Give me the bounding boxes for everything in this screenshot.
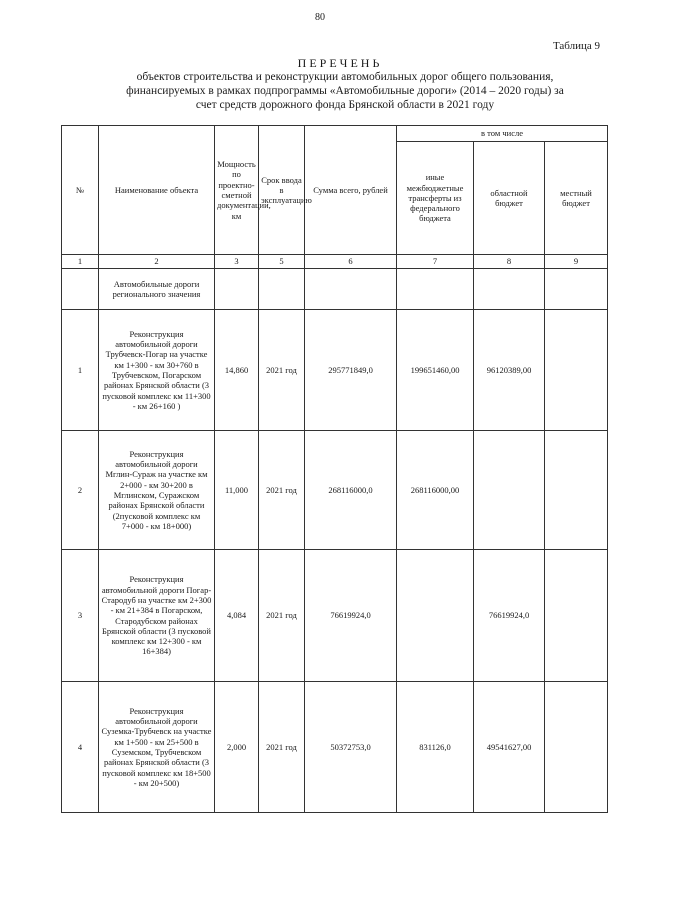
header-local: местный бюджет [545, 142, 608, 255]
column-number: 9 [545, 255, 608, 269]
column-number: 6 [305, 255, 397, 269]
row-federal: 199651460,00 [397, 310, 474, 431]
section-row [62, 269, 608, 310]
column-number: 8 [474, 255, 545, 269]
row-federal: 268116000,00 [397, 431, 474, 550]
row-local [545, 431, 608, 550]
section-title: Автомобильные дороги регионального значения [99, 269, 215, 310]
row-name: Реконструкция автомобильной дороги Погар-Стародуб на участке км 2+300 - км 21+384 в Погарском, Стародубском районах Брянской области (3 пусковой комплекс км 12+300 - км 16+384) [99, 550, 215, 682]
subtitle-line: объектов строительства и реконструкции автомобильных дорог общего пользования, [136, 71, 554, 83]
row-term: 2021 год [259, 550, 305, 682]
subtitle-line: финансируемых в рамках подпрограммы «Автомобильные дороги» (2014 – 2020 годы) за [126, 85, 564, 97]
row-power: 14,860 [215, 310, 259, 431]
row-total: 76619924,0 [305, 550, 397, 682]
section-num-cell [62, 269, 99, 310]
column-number: 1 [62, 255, 99, 269]
column-number: 3 [215, 255, 259, 269]
subtitle-line: счет средств дорожного фонда Брянской области в 2021 году [195, 99, 495, 111]
column-numbers-row [62, 255, 608, 269]
empty-cell [259, 269, 305, 310]
row-local [545, 550, 608, 682]
row-term: 2021 год [259, 682, 305, 813]
row-name: Реконструкция автомобильной дороги Суземка-Трубчевск на участке км 1+500 - км 25+500 в Суземском, Трубчевском районах Брянской области (3 пусковой комплекс км 18+500 - км 20+500) [99, 682, 215, 813]
header-power: Мощность по проектно-сметной документации, км [215, 126, 259, 255]
table-label: Таблица 9 [552, 40, 600, 52]
row-total: 295771849,0 [305, 310, 397, 431]
empty-cell [215, 269, 259, 310]
header-term: Срок ввода в эксплуатацию [259, 126, 305, 255]
empty-cell [305, 269, 397, 310]
table-row [62, 682, 608, 813]
empty-cell [397, 269, 474, 310]
table-row [62, 431, 608, 550]
row-term: 2021 год [259, 431, 305, 550]
row-regional: 49541627,00 [474, 682, 545, 813]
header-including: в том числе [397, 126, 608, 142]
table-row [62, 550, 608, 682]
column-number: 7 [397, 255, 474, 269]
row-federal [397, 550, 474, 682]
row-name: Реконструкция автомобильной дороги Мглин-Сураж на участке км 2+000 - км 30+200 в Мглинском, Суражском районах Брянской области (2пусковой комплекс км 7+000 - км 18+000) [99, 431, 215, 550]
row-local [545, 310, 608, 431]
page-number: 80 [315, 12, 325, 23]
row-regional [474, 431, 545, 550]
column-number: 2 [99, 255, 215, 269]
row-num: 2 [62, 431, 99, 550]
header-name: Наименование объекта [99, 126, 215, 255]
row-power: 11,000 [215, 431, 259, 550]
row-regional: 76619924,0 [474, 550, 545, 682]
document-title: ПЕРЕЧЕНЬ [297, 56, 383, 70]
header-regional: областной бюджет [474, 142, 545, 255]
row-num: 3 [62, 550, 99, 682]
header-total: Сумма всего, рублей [305, 126, 397, 255]
row-power: 2,000 [215, 682, 259, 813]
table-row [62, 310, 608, 431]
row-term: 2021 год [259, 310, 305, 431]
column-number: 5 [259, 255, 305, 269]
header-federal: иные межбюджетные трансферты из федерального бюджета [397, 142, 474, 255]
row-regional: 96120389,00 [474, 310, 545, 431]
document-subtitle [95, 70, 595, 112]
row-power: 4,084 [215, 550, 259, 682]
header-num: № [62, 126, 99, 255]
empty-cell [474, 269, 545, 310]
objects-table [61, 125, 608, 813]
row-num: 1 [62, 310, 99, 431]
row-total: 50372753,0 [305, 682, 397, 813]
row-name: Реконструкция автомобильной дороги Трубчевск-Погар на участке км 1+300 - км 30+760 в Трубчевском, Погарском районах Брянской области (3 пусковой комплекс км 11+300 - км 26+160 ) [99, 310, 215, 431]
row-num: 4 [62, 682, 99, 813]
row-local [545, 682, 608, 813]
empty-cell [545, 269, 608, 310]
row-total: 268116000,0 [305, 431, 397, 550]
row-federal: 831126,0 [397, 682, 474, 813]
